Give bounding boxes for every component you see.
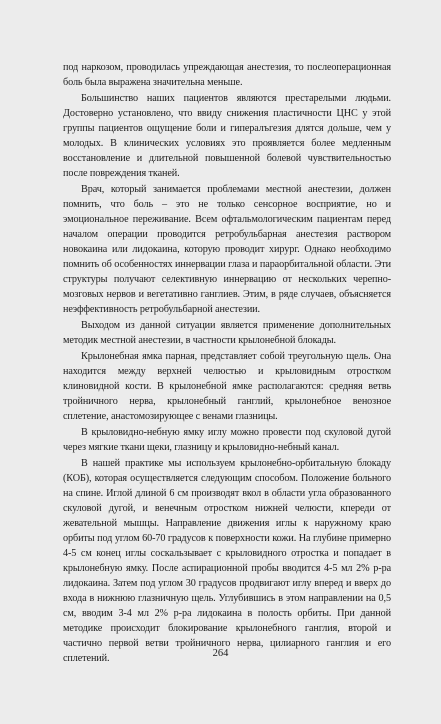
paragraph-4: Выходом из данной ситуации является применение дополнительных методик местной анестезии, в частности крылонебной блокады. [63, 320, 391, 346]
paragraph-1: под наркозом, проводилась упреждающая анестезия, то послеоперационная боль была выражена значительна меньше. [63, 62, 391, 88]
body-text [63, 60, 391, 666]
page-number: 264 [212, 648, 229, 659]
paragraph-6: В крыловидно-небную ямку иглу можно провести под скуловой дугой через мягкие ткани щеки, глазницу и крыловидно-небный канал. [63, 427, 391, 453]
paragraph-7: В нашей практике мы используем крылонебно-орбитальную блокаду (КОБ), которая осуществляется следующим способом. Положение больного на спине. Иглой длиной 6 см производят вкол в области угла образованного скуловой дугой, и венечным отростком нижней челюсти, кпереди от жевательной мышцы. Направление движения иглы к наружному краю орбиты под углом 60-70 градусов к поверхности кожи. На глубине примерно 4-5 см конец иглы соскальзывает с крыловидного отростка и попадает в крылонебную ямку. После аспирационной пробы вводится 4-5 мл 2% р-ра лидокаина. Затем под углом 30 градусов продвигают иглу вперед и вверх до входа в нижнюю глазничную щель. Углубившись в этом направлении на 0,5 см, вводим 3-4 мл 2% р-ра лидокаина в полость орбиты. При данной методике происходит блокирование крылонебного ганглия, второй и частично первой ветви тройничного нерва, цилиарного ганглия и его сплетений. [63, 458, 391, 664]
paragraph-3: Врач, который занимается проблемами местной анестезии, должен помнить, что боль – это не только сенсорное восприятие, но и эмоциональное переживание. Всем офтальмологическим пациентам перед началом операции проводится ретробульбарная анестезия раствором новокаина или лидокаина, которую проводит хирург. Однако необходимо помнить об особенностях иннервации глаза и параорбитальной области. Эти структуры получают селективную иннервацию от нескольких черепно-мозговых нервов и вегетативно ганглиев. Этим, в ряде случаев, объясняется неэффективность ретробульбарной анестезии. [63, 184, 391, 315]
paragraph-2: Большинство наших пациентов являются престарелыми людьми. Достоверно установлено, что ввиду снижения пластичности ЦНС у этой группы пациентов ощущение боли и гипералъгезия длятся дольше, чем у молодых. В клинических условиях это проявляется более медленным восстановление и длительной повышенной болевой чувствительностью после повреждения тканей. [63, 93, 391, 179]
paragraph-5: Крылонебная ямка парная, представляет собой треугольную щель. Она находится между верхней челюстью и крыловидным отростком клиновидной кости. В крылонебной ямке располагаются: средняя ветвь тройничного нерва, крылонебный ганглий, крылонебное венозное сплетение, анастомозирующее с венами глазницы. [63, 351, 391, 422]
